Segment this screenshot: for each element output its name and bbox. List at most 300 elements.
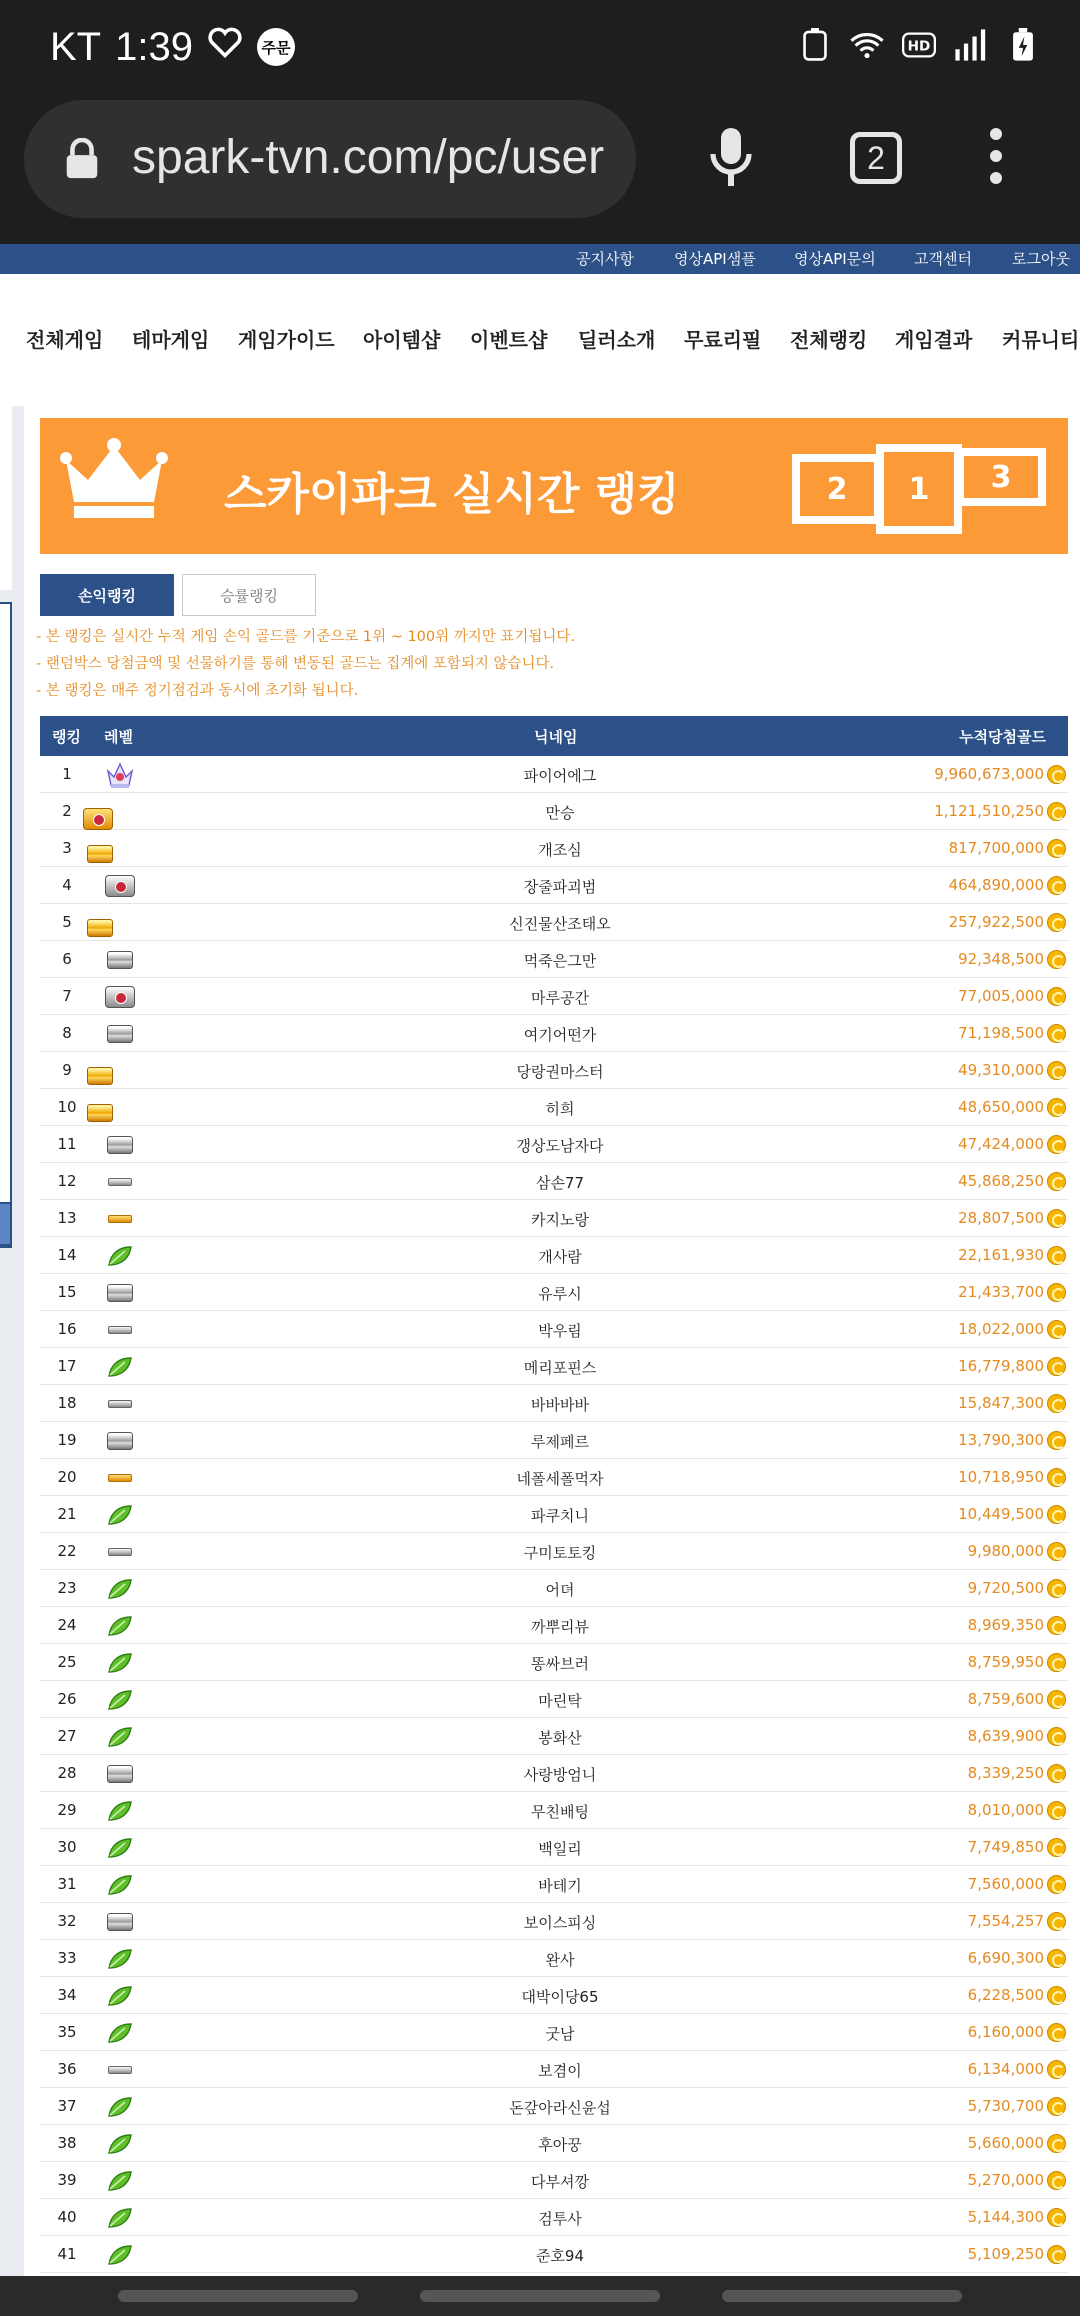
level-bar-gold-icon: [103, 1465, 137, 1491]
table-row: [40, 1681, 1068, 1718]
table-row: [40, 1940, 1068, 1977]
gold-coin-icon: [1047, 1283, 1066, 1302]
carrier: KT: [50, 24, 102, 69]
table-row: [40, 793, 1068, 830]
nav-pill[interactable]: [722, 2290, 962, 2302]
table-row: [40, 1385, 1068, 1422]
gold-cell: 8,639,900: [967, 1727, 1044, 1745]
wifi-icon: [850, 28, 884, 62]
rank-cell: 38: [57, 2134, 77, 2152]
rank-cell: 10: [57, 1098, 77, 1116]
rank-cell: 3: [62, 839, 72, 857]
gold-cell: 9,960,673,000: [934, 765, 1044, 783]
table-row: [40, 2051, 1068, 2088]
nickname-cell: 갱상도남자다: [516, 1137, 604, 1155]
rank-cell: 11: [57, 1135, 77, 1153]
top-links: [0, 244, 1080, 274]
gold-cell: 16,779,800: [958, 1357, 1044, 1375]
ranking-notes: [36, 624, 1066, 705]
level-box-gold-icon: [103, 1058, 137, 1084]
nickname-cell: 완사: [545, 1951, 575, 1969]
rank-cell: 23: [57, 1579, 77, 1597]
rank-cell: 32: [57, 1912, 77, 1930]
level-leaf-icon: [103, 1946, 137, 1972]
nav-all-games[interactable]: 전체게임: [26, 328, 104, 352]
nav-item-shop[interactable]: 아이템샵: [363, 328, 441, 352]
rank-cell: 26: [57, 1690, 77, 1708]
link-logout[interactable]: 로그아웃: [1012, 250, 1070, 268]
table-row: [40, 1644, 1068, 1681]
gold-cell: 6,228,500: [967, 1986, 1044, 2004]
header-nickname: 닉네임: [534, 728, 578, 746]
rank-cell: 30: [57, 1838, 77, 1856]
nickname-cell: 파이어에그: [523, 767, 597, 785]
rank-cell: 25: [57, 1653, 77, 1671]
gold-coin-icon: [1047, 2060, 1066, 2079]
nickname-cell: 바테기: [538, 1877, 582, 1895]
nickname-cell: 후아꿍: [538, 2136, 582, 2154]
rank-cell: 17: [57, 1357, 77, 1375]
podium-third: 3: [956, 448, 1046, 506]
nickname-cell: 보이스피싱: [523, 1914, 597, 1932]
nickname-cell: 마린탁: [538, 1692, 582, 1710]
nickname-cell: 삼손77: [535, 1174, 585, 1192]
recycle-icon: [798, 28, 832, 62]
level-leaf-icon: [103, 1613, 137, 1639]
gold-coin-icon: [1047, 1357, 1066, 1376]
level-leaf-icon: [103, 1576, 137, 1602]
gold-coin-icon: [1047, 1542, 1066, 1561]
nickname-cell: 무친배팅: [531, 1803, 589, 1821]
rank-cell: 29: [57, 1801, 77, 1819]
gold-cell: 1,121,510,250: [934, 802, 1044, 820]
table-body: [40, 756, 1068, 2273]
nickname-cell: 보겸이: [538, 2062, 582, 2080]
rank-cell: 27: [57, 1727, 77, 1745]
crown-icon: [60, 438, 168, 524]
rank-cell: 18: [57, 1394, 77, 1412]
table-row: [40, 1015, 1068, 1052]
level-bar-silver-icon: [103, 1539, 137, 1565]
gold-coin-icon: [1047, 1949, 1066, 1968]
gold-coin-icon: [1047, 765, 1066, 784]
table-row: [40, 830, 1068, 867]
table-row: [40, 1533, 1068, 1570]
table-row: [40, 941, 1068, 978]
rank-cell: 19: [57, 1431, 77, 1449]
nickname-cell: 대박이당65: [521, 1988, 599, 2006]
gold-coin-icon: [1047, 1616, 1066, 1635]
nickname-cell: 먹죽은그만: [523, 952, 597, 970]
more-menu-icon[interactable]: [984, 128, 1008, 184]
level-leaf-icon: [103, 1243, 137, 1269]
rank-cell: 8: [62, 1024, 72, 1042]
header-gold: 누적당첨골드: [959, 728, 1046, 746]
nav-game-guide[interactable]: 게임가이드: [238, 328, 335, 352]
gold-coin-icon: [1047, 1024, 1066, 1043]
nickname-cell: 여기어떤가: [523, 1026, 597, 1044]
nickname-cell: 봉화산: [538, 1729, 582, 1747]
nickname-cell: 까뿌리뷰: [531, 1618, 589, 1636]
gold-coin-icon: [1047, 1690, 1066, 1709]
link-api-sample[interactable]: 영상API샘플: [674, 250, 756, 268]
table-row: [40, 1866, 1068, 1903]
gold-cell: 8,759,950: [967, 1653, 1044, 1671]
level-leaf-icon: [103, 2205, 137, 2231]
nickname-cell: 루제페르: [531, 1433, 589, 1451]
rank-cell: 36: [57, 2060, 77, 2078]
gold-coin-icon: [1047, 1320, 1066, 1339]
gold-coin-icon: [1047, 1912, 1066, 1931]
level-box-silver-icon: [103, 1132, 137, 1158]
gold-cell: 8,759,600: [967, 1690, 1044, 1708]
nickname-cell: 파쿠치니: [531, 1507, 589, 1525]
table-row: [40, 1607, 1068, 1644]
mic-icon[interactable]: [706, 126, 756, 194]
table-row: [40, 1718, 1068, 1755]
gold-cell: 10,718,950: [958, 1468, 1044, 1486]
gold-cell: 5,730,700: [967, 2097, 1044, 2115]
rank-cell: 13: [57, 1209, 77, 1227]
nav-free-refill[interactable]: 무료리필: [684, 328, 762, 352]
battery-icon: [1006, 28, 1040, 62]
nickname-cell: 준호94: [535, 2247, 585, 2265]
gold-cell: 9,980,000: [967, 1542, 1044, 1560]
sidebar-panel: [0, 1202, 12, 1246]
gold-cell: 6,160,000: [967, 2023, 1044, 2041]
table-row: [40, 1755, 1068, 1792]
gold-coin-icon: [1047, 1579, 1066, 1598]
rank-cell: 39: [57, 2171, 77, 2189]
gold-cell: 22,161,930: [958, 1246, 1044, 1264]
level-box-silver-icon: [103, 1761, 137, 1787]
gold-coin-icon: [1047, 2134, 1066, 2153]
nav-theme-games[interactable]: 테마게임: [132, 328, 210, 352]
gold-coin-icon: [1047, 1468, 1066, 1487]
nickname-cell: 박우림: [538, 1322, 582, 1340]
level-box-gold-icon: [103, 836, 137, 862]
nickname-cell: 백일리: [538, 1840, 582, 1858]
nickname-cell: 카지노랑: [531, 1211, 589, 1229]
link-api-inquiry[interactable]: 영상API문의: [794, 250, 876, 268]
table-row: [40, 1348, 1068, 1385]
level-badge-silver-icon: [103, 873, 137, 899]
gold-coin-icon: [1047, 1098, 1066, 1117]
level-leaf-icon: [103, 2094, 137, 2120]
nickname-cell: 장줄파괴범: [523, 878, 597, 896]
nav-all-ranking[interactable]: 전체랭킹: [790, 328, 868, 352]
level-leaf-icon: [103, 2168, 137, 2194]
gold-cell: 7,560,000: [967, 1875, 1044, 1893]
lock-icon: [64, 138, 100, 184]
nickname-cell: 개조심: [538, 841, 582, 859]
note-line: - 랜덤박스 당첨금액 및 선물하기를 통해 변동된 골드는 집계에 포함되지 않습니다.: [36, 656, 555, 672]
gold-cell: 10,449,500: [958, 1505, 1044, 1523]
gold-coin-icon: [1047, 1875, 1066, 1894]
rank-cell: 16: [57, 1320, 77, 1338]
nav-event-shop[interactable]: 이벤트샵: [470, 328, 548, 352]
gold-coin-icon: [1047, 1801, 1066, 1820]
rank-cell: 9: [62, 1061, 72, 1079]
nickname-cell: 구미토토킹: [523, 1544, 597, 1562]
main-nav: [0, 274, 1080, 406]
rank-cell: 5: [62, 913, 72, 931]
gold-cell: 47,424,000: [958, 1135, 1044, 1153]
level-box-gold-icon: [103, 1095, 137, 1121]
order-badge: 주문: [257, 28, 295, 66]
gold-coin-icon: [1047, 1764, 1066, 1783]
table-row: [40, 1459, 1068, 1496]
rank-cell: 24: [57, 1616, 77, 1634]
nickname-cell: 똥싸브러: [531, 1655, 589, 1673]
nickname-cell: 다부셔깡: [531, 2173, 589, 2191]
gold-coin-icon: [1047, 913, 1066, 932]
gold-cell: 5,270,000: [967, 2171, 1044, 2189]
gold-cell: 5,144,300: [967, 2208, 1044, 2226]
table-row: [40, 2236, 1068, 2273]
rank-cell: 28: [57, 1764, 77, 1782]
nav-dealers[interactable]: 딜러소개: [578, 328, 656, 352]
level-badge-silver-icon: [103, 984, 137, 1010]
table-row: [40, 1977, 1068, 2014]
nickname-cell: 네폴세폴먹자: [516, 1470, 604, 1488]
nickname-cell: 유루시: [538, 1285, 582, 1303]
header-rank: 랭킹: [52, 728, 81, 746]
table-row: [40, 1274, 1068, 1311]
gold-cell: 6,690,300: [967, 1949, 1044, 1967]
gold-cell: 5,660,000: [967, 2134, 1044, 2152]
nav-pill[interactable]: [420, 2290, 660, 2302]
svg-text:HD: HD: [907, 38, 931, 55]
gold-coin-icon: [1047, 2208, 1066, 2227]
system-nav-bar: [0, 2276, 1080, 2316]
level-leaf-icon: [103, 1835, 137, 1861]
level-bar-silver-icon: [103, 1391, 137, 1417]
nickname-cell: 어뎌: [545, 1581, 575, 1599]
level-badge-gold-icon: [103, 799, 137, 825]
gold-cell: 8,010,000: [967, 1801, 1044, 1819]
gold-coin-icon: [1047, 2245, 1066, 2264]
ranking-banner: [40, 418, 1068, 554]
nav-community[interactable]: 커뮤니티: [1002, 328, 1080, 352]
gold-coin-icon: [1047, 1172, 1066, 1191]
note-line: - 본 랭킹은 실시간 누적 게임 손익 골드를 기준으로 1위 ~ 100위 까지만 표기됩니다.: [36, 629, 576, 645]
nickname-cell: 개사람: [538, 1248, 582, 1266]
link-support[interactable]: 고객센터: [914, 250, 972, 268]
nickname-cell: 만승: [545, 804, 575, 822]
rank-cell: 41: [57, 2245, 77, 2263]
table-row: [40, 2162, 1068, 2199]
nickname-cell: 굿남: [545, 2025, 575, 2043]
rank-cell: 33: [57, 1949, 77, 1967]
table-row: [40, 1792, 1068, 1829]
banner-title: 스카이파크 실시간 랭킹: [224, 469, 680, 520]
table-row: [40, 2199, 1068, 2236]
level-leaf-icon: [103, 1798, 137, 1824]
gold-coin-icon: [1047, 1061, 1066, 1080]
link-notice[interactable]: 공지사항: [576, 250, 634, 268]
table-row: [40, 1829, 1068, 1866]
table-row: [40, 1496, 1068, 1533]
gold-cell: 6,134,000: [967, 2060, 1044, 2078]
level-leaf-icon: [103, 1502, 137, 1528]
header-level: 레벨: [104, 728, 133, 746]
gold-cell: 71,198,500: [958, 1024, 1044, 1042]
gold-coin-icon: [1047, 876, 1066, 895]
tab-profit-ranking[interactable]: 손익랭킹: [40, 574, 174, 616]
rank-cell: 4: [62, 876, 72, 894]
gold-coin-icon: [1047, 1653, 1066, 1672]
gold-coin-icon: [1047, 1246, 1066, 1265]
table-row: [40, 1422, 1068, 1459]
ranking-table: [40, 716, 1068, 2273]
rank-cell: 12: [57, 1172, 77, 1190]
rank-cell: 15: [57, 1283, 77, 1301]
level-leaf-icon: [103, 1872, 137, 1898]
gold-cell: 13,790,300: [958, 1431, 1044, 1449]
level-box-silver-icon: [103, 1280, 137, 1306]
gold-cell: 49,310,000: [958, 1061, 1044, 1079]
gold-cell: 48,650,000: [958, 1098, 1044, 1116]
nickname-cell: 마루공간: [531, 989, 589, 1007]
podium-second: 2: [792, 454, 882, 524]
table-row: [40, 1903, 1068, 1940]
gold-cell: 77,005,000: [958, 987, 1044, 1005]
table-row: [40, 904, 1068, 941]
table-header: [40, 716, 1068, 756]
gold-coin-icon: [1047, 1505, 1066, 1524]
rank-cell: 7: [62, 987, 72, 1005]
level-box-gold-icon: [103, 910, 137, 936]
signal-icon: [954, 28, 988, 62]
gold-coin-icon: [1047, 1394, 1066, 1413]
table-row: [40, 1126, 1068, 1163]
nickname-cell: 검투사: [538, 2210, 582, 2228]
level-bar-gold-icon: [103, 1206, 137, 1232]
tab-winrate-ranking[interactable]: 승률랭킹: [182, 574, 316, 616]
gold-cell: 92,348,500: [958, 950, 1044, 968]
gold-coin-icon: [1047, 987, 1066, 1006]
table-row: [40, 756, 1068, 793]
gold-cell: 464,890,000: [948, 876, 1044, 894]
gold-coin-icon: [1047, 1986, 1066, 2005]
level-box-silver-icon: [103, 1909, 137, 1935]
nav-pill[interactable]: [118, 2290, 358, 2302]
gold-cell: 45,868,250: [958, 1172, 1044, 1190]
clock: 1:39: [115, 24, 193, 69]
hd-icon: [902, 28, 936, 62]
ranking-content: [24, 406, 1080, 2276]
table-row: [40, 2014, 1068, 2051]
rank-cell: 35: [57, 2023, 77, 2041]
gold-cell: 257,922,500: [948, 913, 1044, 931]
table-row: [40, 1237, 1068, 1274]
nav-game-results[interactable]: 게임결과: [895, 328, 973, 352]
table-row: [40, 1052, 1068, 1089]
gold-cell: 28,807,500: [958, 1209, 1044, 1227]
table-row: [40, 867, 1068, 904]
sidebar-panel: [0, 602, 12, 1248]
level-crown-icon: [103, 762, 137, 788]
nickname-cell: 바바바바: [531, 1396, 589, 1414]
table-row: [40, 978, 1068, 1015]
level-leaf-icon: [103, 1354, 137, 1380]
level-leaf-icon: [103, 1687, 137, 1713]
sidebar-panel: [0, 406, 12, 590]
left-sidebar-edge: [0, 406, 24, 2276]
table-row: [40, 2125, 1068, 2162]
table-row: [40, 2088, 1068, 2125]
gold-cell: 9,720,500: [967, 1579, 1044, 1597]
table-row: [40, 1089, 1068, 1126]
gold-coin-icon: [1047, 2097, 1066, 2116]
gold-cell: 7,749,850: [967, 1838, 1044, 1856]
gold-coin-icon: [1047, 2171, 1066, 2190]
table-row: [40, 1570, 1068, 1607]
gold-coin-icon: [1047, 1727, 1066, 1746]
gold-cell: 15,847,300: [958, 1394, 1044, 1412]
nickname-cell: 히희: [545, 1100, 575, 1118]
nickname-cell: 돈갚아라신윤섭: [509, 2099, 611, 2117]
level-bar-silver-icon: [103, 1169, 137, 1195]
rank-cell: 34: [57, 1986, 77, 2004]
gold-coin-icon: [1047, 1209, 1066, 1228]
gold-cell: 817,700,000: [948, 839, 1044, 857]
level-leaf-icon: [103, 1724, 137, 1750]
rank-cell: 14: [57, 1246, 77, 1264]
heart-icon: [207, 24, 243, 70]
nickname-cell: 사랑방엄니: [523, 1766, 597, 1784]
rank-cell: 37: [57, 2097, 77, 2115]
rank-cell: 2: [62, 802, 72, 820]
level-box-silver-icon: [103, 947, 137, 973]
nickname-cell: 당랑권마스터: [516, 1063, 604, 1081]
level-bar-silver-icon: [103, 1317, 137, 1343]
level-box-silver-icon: [103, 1428, 137, 1454]
level-leaf-icon: [103, 2020, 137, 2046]
nickname-cell: 신진물산조태오: [509, 915, 611, 933]
gold-coin-icon: [1047, 802, 1066, 821]
tab-switcher-button[interactable]: 2: [850, 132, 902, 184]
gold-coin-icon: [1047, 950, 1066, 969]
rank-cell: 1: [62, 765, 72, 783]
rank-cell: 31: [57, 1875, 77, 1893]
gold-coin-icon: [1047, 1431, 1066, 1450]
nickname-cell: 메리포핀스: [523, 1359, 597, 1377]
status-bar: [0, 0, 1080, 96]
table-row: [40, 1311, 1068, 1348]
rank-cell: 20: [57, 1468, 77, 1486]
rank-cell: 22: [57, 1542, 77, 1560]
note-line: - 본 랭킹은 매주 정기점검과 동시에 초기화 됩니다.: [36, 683, 359, 699]
rank-cell: 21: [57, 1505, 77, 1523]
gold-cell: 18,022,000: [958, 1320, 1044, 1338]
gold-coin-icon: [1047, 839, 1066, 858]
gold-cell: 5,109,250: [967, 2245, 1044, 2263]
gold-coin-icon: [1047, 1135, 1066, 1154]
browser-toolbar: [0, 96, 1080, 244]
gold-cell: 8,969,350: [967, 1616, 1044, 1634]
address-bar[interactable]: [24, 100, 636, 218]
gold-cell: 8,339,250: [967, 1764, 1044, 1782]
table-row: [40, 1163, 1068, 1200]
level-leaf-icon: [103, 1650, 137, 1676]
gold-cell: 21,433,700: [958, 1283, 1044, 1301]
gold-coin-icon: [1047, 1838, 1066, 1857]
rank-cell: 6: [62, 950, 72, 968]
level-leaf-icon: [103, 2131, 137, 2157]
gold-cell: 7,554,257: [967, 1912, 1044, 1930]
